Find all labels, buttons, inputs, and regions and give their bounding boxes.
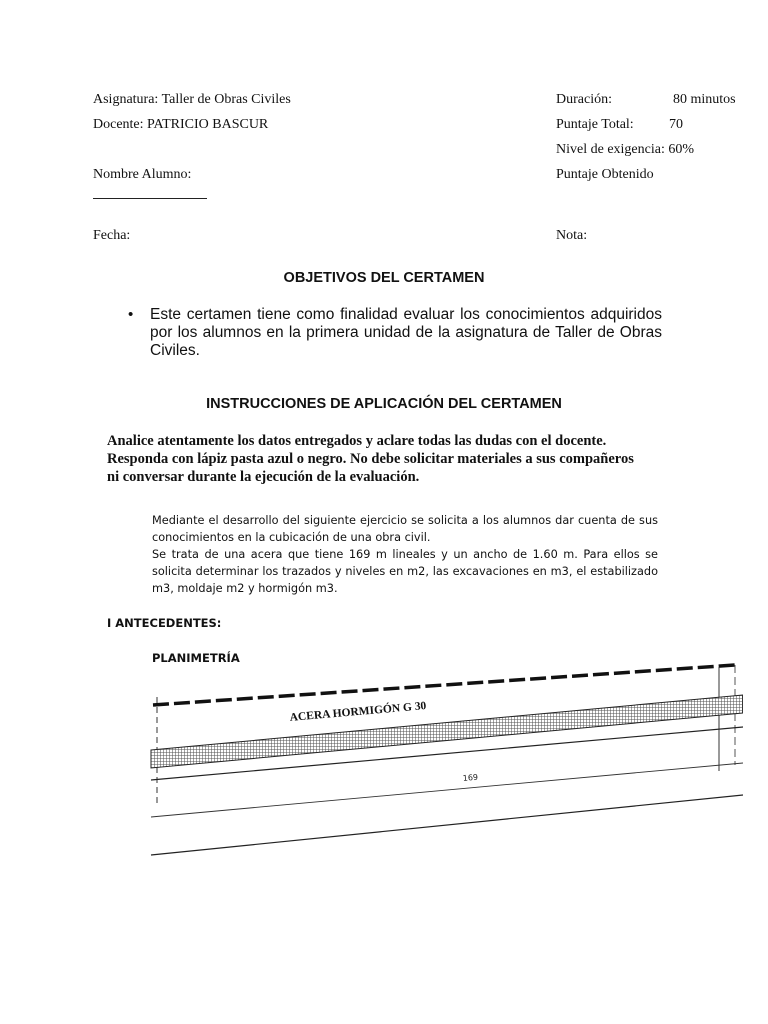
dimension-line xyxy=(151,763,743,817)
fecha-label: Fecha: xyxy=(93,228,131,243)
acera-hatch-band xyxy=(151,695,743,768)
descripcion-paragraph: Se trata de una acera que tiene 169 m lineales y un ancho de 1.60 m. Para ellos se solicita determinar los trazados y niveles en m2, las excavaciones en m3, el estabilizado m3, moldaje m2 y hormigón m3. xyxy=(152,548,658,595)
instruccion-line: Responda con lápiz pasta azul o negro. No debe solicitar materiales a sus compañeros xyxy=(107,451,634,467)
nombre-alumno-blank-line xyxy=(93,198,207,199)
objetivos-heading: OBJETIVOS DEL CERTAMEN xyxy=(283,270,485,286)
descripcion-paragraph: Mediante el desarrollo del siguiente ejercicio se solicita a los alumnos dar cuenta de sus conocimientos en la cubicación de una obra civil. xyxy=(152,514,658,544)
planimetria-heading: PLANIMETRÍA xyxy=(152,651,240,665)
nivel-exigencia-label: Nivel de exigencia: 60% xyxy=(556,142,695,157)
objetivo-text: Este certamen tiene como finalidad evaluar los conocimientos adquiridos por los alumnos en la primera unidad de la asignatura de Taller de Obras Civiles. xyxy=(150,306,662,359)
puntaje-total-value: 70 xyxy=(669,117,683,132)
puntaje-total-label: Puntaje Total: xyxy=(556,117,634,132)
ejercicio-descripcion xyxy=(152,512,658,597)
bullet-icon: • xyxy=(128,306,134,323)
nota-label: Nota: xyxy=(556,228,588,243)
planimetria-drawing xyxy=(145,655,743,870)
instruccion-line: Analice atentamente los datos entregados y aclare todas las dudas con el docente. xyxy=(107,433,607,449)
curb-line xyxy=(151,795,743,855)
acera-label: ACERA HORMIGÓN G 30 xyxy=(289,700,427,724)
duracion-value: 80 minutos xyxy=(673,92,736,107)
duracion-label: Duración: xyxy=(556,92,612,107)
instruccion-line: ni conversar durante la ejecución de la evaluación. xyxy=(107,469,420,485)
nombre-alumno-label: Nombre Alumno: xyxy=(93,167,192,182)
docente-label: Docente: PATRICIO BASCUR xyxy=(93,117,269,132)
property-line xyxy=(153,665,735,705)
antecedentes-heading: I ANTECEDENTES: xyxy=(107,616,222,630)
dimension-label: 169 xyxy=(462,772,479,783)
asignatura-label: Asignatura: Taller de Obras Civiles xyxy=(93,92,291,107)
instrucciones-body xyxy=(107,432,667,486)
puntaje-obtenido-label: Puntaje Obtenido xyxy=(556,167,654,182)
instrucciones-heading: INSTRUCCIONES DE APLICACIÓN DEL CERTAMEN xyxy=(206,396,562,412)
